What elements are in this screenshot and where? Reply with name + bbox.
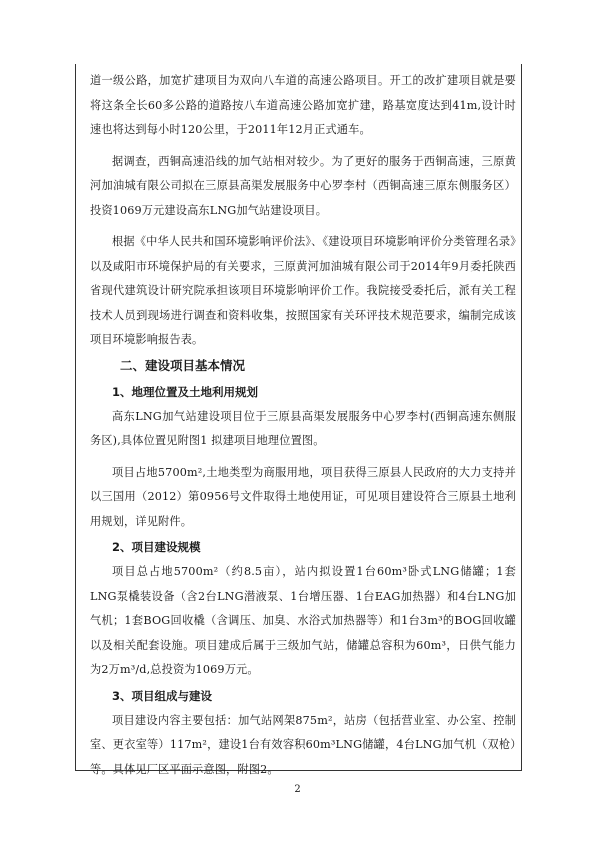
- paragraph-legal-basis: 根据《中华人民共和国环境影响评价法》、《建设项目环境影响评价分类管理名录》以及咸阳市环境保护局的有关要求，三原黄河加油城有限公司于2014年9月委托陕西省现代建筑设计研究院承担该项目环境影响评价工作。我院接受委托后，派有关工程技术人员到现场进行调查和资料收集，按照国家有关环评技术规范要求，编制完成该项目环境影响报告表。: [90, 235, 516, 346]
- section-heading-basic-info: 二、建设项目基本情况: [120, 357, 246, 373]
- subsection-heading-scale: 2、项目建设规模: [112, 540, 201, 554]
- paragraph-road-expansion: 道一级公路，加宽扩建项目为双向八车道的高速公路项目。开工的改扩建项目就是要将这条全长60多公路的道路按八车道高速公路加宽扩建，路基宽度达到41m,设计时速也将达到每小时120公里，于2011年12月正式通车。: [90, 74, 516, 136]
- paragraph-survey: 据调查，西铜高速沿线的加气站相对较少。为了更好的服务于西铜高速，三原黄河加油城有限公司拟在三原县高渠发展服务中心罗李村（西铜高速三原东侧服务区）投资1069万元建设高东LNG加气站建设项目。: [90, 154, 516, 217]
- paragraph-location: 高东LNG加气站建设项目位于三原县高渠发展服务中心罗李村(西铜高速东侧服务区),具体位置见附图1 拟建项目地理位置图。: [90, 409, 516, 447]
- paragraph-composition: 项目建设内容主要包括：加气站网架875m²，站房（包括营业室、办公室、控制室、更衣室等）117m²，建设1台有效容积60m³LNG储罐，4台LNG加气机（双枪）等。具体见厂区平面示意图，附图2。: [90, 713, 516, 776]
- paragraph-scale: 项目总占地5700m²（约8.5亩），站内拟设置1台60m³卧式LNG储罐；1套LNG泵橇装设备（含2台LNG潜液泵、1台增压器、1台EAG加热器）和4台LNG加气机；1套BOG回收橇（含调压、加臭、水浴式加热器等）和1台3m³的BOG回收罐以及相关配套设施。项目建成后属于三级加气站，储罐总容积为60m³，日供气能力为2万m³/d,总投资为1069万元。: [90, 565, 516, 676]
- paragraph-land-use: 项目占地5700m²,土地类型为商服用地，项目获得三原县人民政府的大力支持并以三国用（2012）第0956号文件取得土地使用证，可见项目建设符合三原县土地利用规划，详见附件。: [90, 465, 516, 528]
- subsection-heading-composition: 3、项目组成与建设: [112, 688, 213, 703]
- document-body: [90, 69, 516, 782]
- page-number: 2: [294, 784, 301, 795]
- subsection-heading-location: 1、地理位置及土地利用规划: [112, 384, 259, 399]
